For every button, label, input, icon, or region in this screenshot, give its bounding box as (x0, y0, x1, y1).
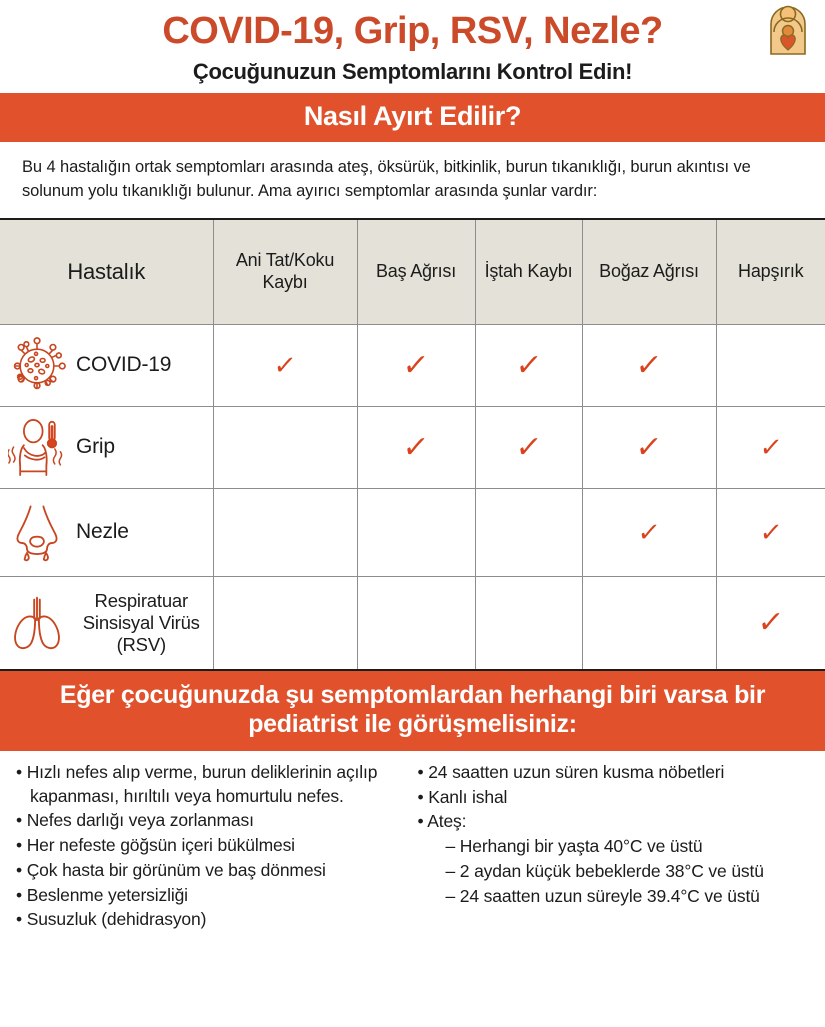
disease-cell-grip (0, 407, 213, 489)
cell-rsv-sore-throat (582, 577, 716, 669)
disease-cell-covid19 (0, 325, 213, 407)
warning-column-left (16, 761, 408, 1023)
column-header-sneezing: Hapşırık (716, 220, 825, 325)
cell-nezle-sneezing (716, 489, 825, 577)
checkmark-icon: ✓ (757, 517, 784, 548)
cell-covid19-sore-throat (582, 325, 716, 407)
cell-rsv-appetite-loss (475, 577, 582, 669)
disease-cell-nezle (0, 489, 213, 577)
list-item: • Nefes darlığı veya zorlanması (16, 810, 254, 831)
table-row (0, 407, 825, 489)
checkmark-icon: ✓ (755, 604, 786, 640)
warning-symptoms (0, 751, 825, 1027)
lungs-icon (6, 589, 68, 657)
cell-rsv-sneezing (716, 577, 825, 669)
cell-nezle-taste-smell-loss (213, 489, 357, 577)
cell-grip-taste-smell-loss (213, 407, 357, 489)
checkmark-icon: ✓ (271, 350, 298, 381)
list-item: • Kanlı ishal (417, 786, 508, 807)
page-title: COVID-19, Grip, RSV, Nezle? (162, 10, 663, 52)
checkmark-icon: ✓ (513, 429, 544, 465)
warning-column-right (418, 761, 810, 1023)
table-header-row (0, 220, 825, 325)
intro-paragraph: Bu 4 hastalığın ortak semptomları arasında ateş, öksürük, bitkinlik, burun tıkanıklığı, burun akıntısı ve solunum yolu tıkanıklığı bulunur. Ama ayırıcı semptomlar arasında şunlar vardır: (22, 157, 751, 200)
disease-name: Nezle (76, 520, 129, 544)
cell-covid19-appetite-loss (475, 325, 582, 407)
header (0, 0, 825, 93)
cell-grip-appetite-loss (475, 407, 582, 489)
column-header-sore-throat: Boğaz Ağrısı (582, 220, 716, 325)
list-item-sub: – Herhangi bir yaşta 40°C ve üstü (445, 836, 703, 857)
list-item: • Beslenme yetersizliği (16, 884, 188, 905)
cell-covid19-headache (357, 325, 475, 407)
mother-and-child-logo (765, 4, 811, 56)
checkmark-icon: ✓ (635, 517, 662, 548)
section-banner-how-to-tell-apart: Nasıl Ayırt Edilir? (0, 93, 825, 142)
column-header-disease: Hastalık (0, 220, 213, 325)
fever-person-icon (6, 414, 68, 482)
disease-cell-rsv (0, 577, 213, 669)
disease-name: COVID-19 (76, 353, 172, 377)
checkmark-icon: ✓ (401, 347, 432, 383)
cell-covid19-sneezing (716, 325, 825, 407)
runny-nose-icon (6, 499, 68, 567)
list-item: • Susuzluk (dehidrasyon) (16, 909, 207, 930)
list-item-sub: – 2 aydan küçük bebeklerde 38°C ve üstü (445, 860, 764, 881)
disease-name: Respiratuar Sinsisyal Virüs (RSV) (82, 590, 200, 655)
table-row (0, 577, 825, 669)
column-header-appetite-loss: İştah Kaybı (475, 220, 582, 325)
column-header-taste-smell-loss: Ani Tat/Koku Kaybı (213, 220, 357, 325)
list-item-sub: – 24 saatten uzun süreyle 39.4°C ve üstü (445, 885, 760, 906)
cell-covid19-taste-smell-loss (213, 325, 357, 407)
section-banner-see-pediatrician: Eğer çocuğunuzda şu semptomlardan herhangi biri varsa bir pediatrist ile görüşmelisiniz: (0, 671, 825, 751)
list-item: • Hızlı nefes alıp verme, burun deliklerinin açılıp kapanması, hırıltılı veya homurtulu nefes. (16, 761, 378, 806)
list-item: • Çok hasta bir görünüm ve baş dönmesi (16, 859, 326, 880)
cell-grip-sore-throat (582, 407, 716, 489)
list-item: • Ateş: (417, 811, 467, 832)
cell-rsv-taste-smell-loss (213, 577, 357, 669)
cell-nezle-sore-throat (582, 489, 716, 577)
list-item: • 24 saatten uzun süren kusma nöbetleri (417, 761, 725, 782)
coronavirus-icon (6, 332, 68, 400)
column-header-headache: Baş Ağrısı (357, 220, 475, 325)
table-row (0, 325, 825, 407)
disease-name: Grip (76, 435, 115, 459)
list-item: • Her nefeste göğsün içeri bükülmesi (16, 835, 295, 856)
checkmark-icon: ✓ (513, 347, 544, 383)
checkmark-icon: ✓ (401, 429, 432, 465)
cell-grip-sneezing (716, 407, 825, 489)
cell-nezle-appetite-loss (475, 489, 582, 577)
symptom-matrix (0, 218, 825, 671)
cell-rsv-headache (357, 577, 475, 669)
cell-grip-headache (357, 407, 475, 489)
checkmark-icon: ✓ (634, 347, 665, 383)
checkmark-icon: ✓ (757, 432, 784, 463)
table-row (0, 489, 825, 577)
cell-nezle-headache (357, 489, 475, 577)
page-subtitle: Çocuğunuzun Semptomlarını Kontrol Edin! (192, 58, 633, 84)
checkmark-icon: ✓ (634, 429, 665, 465)
